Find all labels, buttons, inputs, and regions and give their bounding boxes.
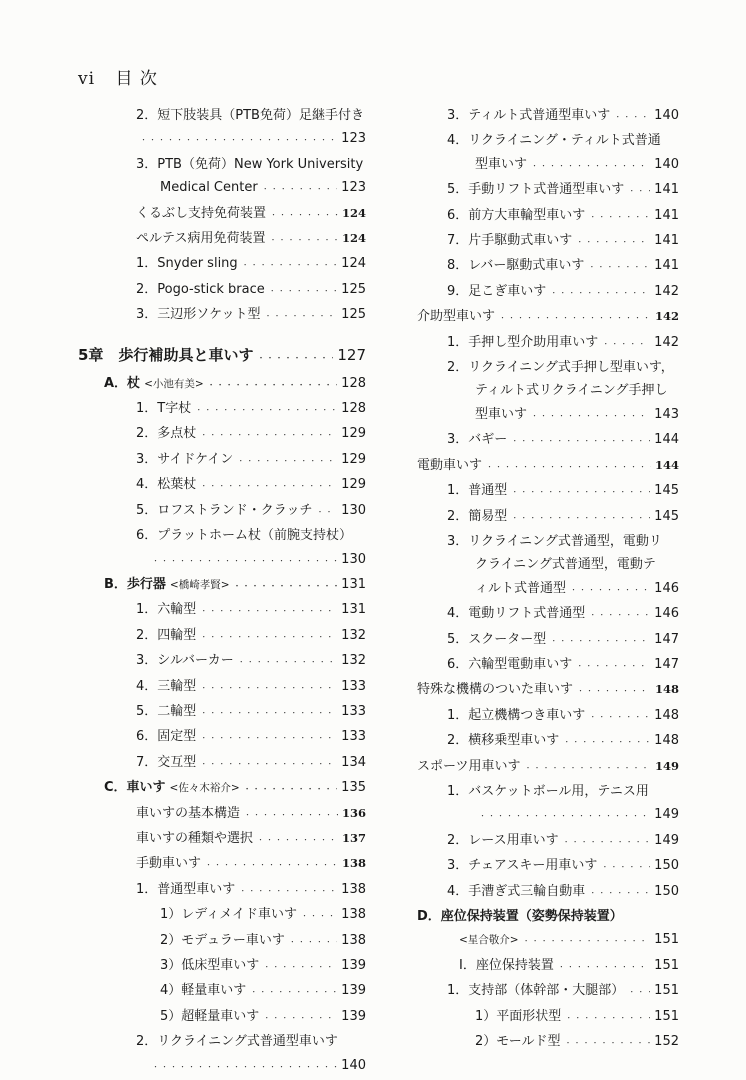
- toc-entry-page: 135: [341, 780, 366, 796]
- toc-entry-page: 125: [341, 281, 366, 297]
- toc-entry-page: 140: [341, 1057, 366, 1073]
- leader-dots: [250, 979, 337, 1004]
- toc-entry-page: 124: [341, 256, 366, 272]
- toc-entry-page: 146: [654, 606, 679, 622]
- toc-entry: [78, 776, 366, 801]
- toc-entry-page: 129: [341, 477, 366, 493]
- leader-dots: [523, 928, 651, 953]
- toc-entry: [417, 1005, 679, 1030]
- leader-dots: [152, 1054, 337, 1079]
- toc-entry-page: 149: [654, 758, 679, 773]
- toc-entry: [417, 678, 679, 703]
- toc-entry: [78, 675, 366, 700]
- toc-entry-label: くるぶし支持免荷装置: [136, 205, 267, 221]
- toc-entry-page: 132: [341, 653, 366, 669]
- toc-entry-page: 146: [654, 580, 679, 596]
- toc-entry-label: 3）低床型車いす: [160, 958, 260, 973]
- toc-entry-page: 130: [341, 551, 366, 567]
- toc-entry-label: 2）モールド型: [475, 1034, 561, 1050]
- toc-entry: [78, 372, 366, 397]
- toc-entry-label: 3．バギー: [447, 432, 508, 448]
- toc-entry-page: 124: [341, 231, 366, 246]
- toc-entry-label: 2．簡易型: [447, 508, 508, 524]
- toc-entry: [78, 397, 366, 422]
- toc-entry-page: 124: [341, 205, 366, 220]
- toc-entry: [78, 827, 366, 852]
- leader-dots: [263, 1005, 337, 1030]
- toc-entry: [417, 928, 679, 953]
- toc-entry: [417, 577, 679, 602]
- toc-entry-page: 140: [654, 108, 679, 123]
- toc-entry: [417, 780, 679, 803]
- leader-dots: [244, 776, 338, 801]
- leader-dots: [262, 176, 337, 201]
- toc-entry-label: 1）レディメイド車いす: [160, 907, 297, 923]
- leader-dots: [200, 675, 337, 700]
- leader-dots: [269, 227, 338, 252]
- toc-entry-page: 133: [341, 703, 366, 719]
- toc-entry: [417, 331, 679, 356]
- toc-entry-page: 132: [341, 627, 366, 643]
- toc-entry-label: 1．六輪型: [136, 602, 197, 618]
- chapter-title: 5章 歩行補助具と車いす: [78, 345, 254, 364]
- leader-dots: [270, 202, 338, 227]
- toc-entry: [78, 1005, 366, 1030]
- toc-entry-label: 4．電動リフト式普通型: [447, 606, 586, 622]
- toc-entry: [417, 803, 679, 828]
- leader-dots: [200, 422, 337, 447]
- toc-entry-label: Medical Center: [160, 180, 258, 196]
- toc-entry-label: 3．PTB（免荷）New York University: [136, 156, 364, 172]
- toc-entry-page: 149: [654, 832, 679, 848]
- toc-entry-page: 141: [654, 207, 679, 223]
- toc-entry: [78, 979, 366, 1004]
- leader-dots: [628, 979, 650, 1004]
- toc-entry-label: 1）平面形状型: [475, 1008, 562, 1024]
- leader-dots: [558, 954, 650, 979]
- toc-entry-author: <小池有美>: [144, 377, 204, 390]
- toc-left-column: [78, 104, 366, 1079]
- toc-entry: [417, 602, 679, 627]
- leader-dots: [238, 649, 337, 674]
- toc-entry: [417, 729, 679, 754]
- leader-dots: [499, 305, 651, 330]
- toc-entry-label: 電動車いす: [417, 457, 483, 473]
- toc-entry-label: 2．レース用車いす: [447, 832, 559, 848]
- toc-entry-page: 152: [654, 1034, 679, 1050]
- toc-entry-label: <星合敬介>: [459, 934, 519, 947]
- toc-entry: [417, 204, 679, 229]
- leader-dots: [531, 403, 650, 428]
- chapter-heading: [78, 341, 366, 372]
- toc-entry: [417, 129, 679, 152]
- toc-entry: [78, 878, 366, 903]
- toc-entry-page: 147: [654, 656, 679, 672]
- toc-entry-page: 149: [654, 807, 679, 823]
- toc-entry-label: クライニング式普通型，電動テ: [475, 557, 656, 573]
- leader-dots: [239, 878, 337, 903]
- toc-entry: [417, 755, 679, 780]
- toc-entry-page: 142: [654, 334, 679, 350]
- toc-entry-label: 1．Snyder sling: [136, 256, 238, 272]
- toc-entry-page: 131: [341, 602, 366, 618]
- toc-entry-page: 136: [341, 805, 366, 820]
- leader-dots: [257, 341, 333, 372]
- toc-entry: [78, 252, 366, 277]
- toc-entry-label: 4．松葉杖: [136, 477, 197, 493]
- toc-entry-label: 3．ティルト式普通型車いす: [447, 108, 611, 123]
- toc-entry-label: ティルト式リクライニング手押し: [475, 383, 668, 399]
- toc-entry-page: 151: [654, 1008, 679, 1024]
- toc-entry-label: 4）軽量車いす: [160, 983, 247, 999]
- toc-entry-page: 148: [654, 707, 679, 723]
- toc-entry: [417, 829, 679, 854]
- leader-dots: [479, 803, 650, 828]
- toc-entry-label: Ⅰ．座位保持装置: [459, 957, 554, 973]
- toc-entry-page: 145: [654, 508, 679, 524]
- toc-entry: [78, 954, 366, 979]
- toc-entry-label: 2．横移乗型車いす: [447, 733, 560, 749]
- toc-entry-page: 142: [654, 309, 679, 324]
- leader-dots: [565, 1005, 650, 1030]
- toc-entry: [78, 573, 366, 598]
- toc-entry: [78, 700, 366, 725]
- toc-entry-label: 型車いす: [475, 406, 528, 422]
- toc-entry: [417, 254, 679, 279]
- toc-entry-label: 4．手漕ぎ式三輪自動車: [447, 883, 586, 899]
- toc-entry: [78, 104, 366, 127]
- toc-entry-page: 125: [341, 307, 366, 323]
- leader-dots: [200, 473, 337, 498]
- leader-dots: [588, 254, 650, 279]
- leader-dots: [563, 829, 651, 854]
- toc-entry-page: 134: [341, 754, 366, 770]
- leader-dots: [550, 280, 650, 305]
- toc-entry-label: 2．多点杖: [136, 426, 197, 442]
- leader-dots: [140, 127, 337, 152]
- toc-entry-page: 129: [341, 451, 366, 467]
- toc-entry: [417, 954, 679, 979]
- toc-entry: [78, 1054, 366, 1079]
- toc-entry-page: 128: [341, 375, 366, 391]
- toc-entry: [78, 153, 366, 176]
- toc-entry-author: <佐々木裕介>: [169, 782, 240, 795]
- toc-entry-label: A．杖: [104, 375, 141, 391]
- toc-entry-label: 介助型車いす: [417, 309, 496, 325]
- toc-entry-page: 133: [341, 678, 366, 694]
- toc-entry-label: 3．サイドケイン: [136, 451, 234, 467]
- toc-entry-page: 123: [341, 180, 366, 196]
- toc-entry-label: ペルテス病用免荷装置: [136, 231, 266, 247]
- toc-entry: [417, 479, 679, 504]
- toc-entry-label: 4．三輪型: [136, 678, 197, 694]
- toc-entry-label: 2）モデュラー車いす: [160, 932, 285, 948]
- leader-dots: [563, 729, 650, 754]
- toc-entry: [417, 428, 679, 453]
- toc-entry: [417, 1030, 679, 1055]
- toc-entry-label: 3．三辺形ソケット型: [136, 307, 261, 323]
- toc-entry-label: B．歩行器: [104, 576, 166, 592]
- toc-entry: [417, 403, 679, 428]
- toc-entry: [417, 153, 679, 178]
- leader-dots: [614, 104, 650, 129]
- toc-entry-label: 3．リクライニング式普通型，電動リ: [447, 533, 662, 549]
- toc-entry: [78, 1030, 366, 1053]
- leader-dots: [257, 827, 338, 852]
- toc-entry-label: ィルト式普通型: [475, 580, 567, 596]
- toc-entry-page: 141: [654, 182, 679, 198]
- toc-entry: [78, 624, 366, 649]
- toc-entry-label: 5．手動リフト式普通型車いす: [447, 182, 625, 198]
- toc-entry-label: 3．チェアスキー用車いす: [447, 858, 598, 874]
- chapter-page: 127: [337, 345, 366, 364]
- toc-entry-label: 1．普通型車いす: [136, 881, 236, 897]
- toc-entry-label: 1．普通型: [447, 483, 508, 499]
- toc-entry-page: 150: [654, 883, 679, 899]
- toc-entry-page: 150: [654, 858, 679, 874]
- toc-entry-page: 148: [654, 682, 679, 697]
- toc-entry: [417, 229, 679, 254]
- leader-dots: [589, 704, 650, 729]
- toc-entry: [417, 104, 679, 129]
- toc-entry-label: スポーツ用車いす: [417, 758, 521, 774]
- toc-entry-label: 8．レバー駆動式車いす: [447, 258, 585, 274]
- toc-entry-page: 133: [341, 729, 366, 745]
- leader-dots: [317, 499, 338, 524]
- toc-entry-page: 138: [341, 932, 366, 948]
- leader-dots: [531, 153, 650, 178]
- toc-entry-label: 6．固定型: [136, 729, 197, 745]
- toc-entry-label: 5．二輪型: [136, 703, 197, 719]
- toc-entry: [78, 127, 366, 152]
- leader-dots: [152, 548, 337, 573]
- toc-entry-page: 141: [654, 258, 679, 274]
- leader-dots: [486, 454, 651, 479]
- toc-entry-page: 151: [654, 957, 679, 973]
- leader-dots: [200, 700, 337, 725]
- toc-entry-page: 140: [654, 156, 679, 172]
- toc-entry-page: 139: [341, 1008, 366, 1024]
- toc-entry: [417, 704, 679, 729]
- toc-entry-label: 型車いす: [475, 156, 528, 172]
- toc-entry: [78, 448, 366, 473]
- leader-dots: [242, 252, 338, 277]
- toc-entry-page: 123: [341, 131, 366, 147]
- leader-dots: [263, 954, 337, 979]
- toc-entry: [78, 303, 366, 328]
- leader-dots: [628, 178, 650, 203]
- toc-entry-page: 147: [654, 631, 679, 647]
- leader-dots: [244, 802, 338, 827]
- toc-entry: [417, 305, 679, 330]
- toc-entry-label: 車いすの種類や選択: [136, 830, 254, 846]
- toc-entry-label: 7．片手駆動式車いす: [447, 233, 573, 249]
- toc-entry-page: 144: [654, 457, 679, 472]
- leader-dots: [576, 229, 650, 254]
- toc-entry-label: 2．四輪型: [136, 627, 197, 643]
- leader-dots: [589, 204, 650, 229]
- leader-dots: [208, 372, 338, 397]
- leader-dots: [269, 278, 337, 303]
- leader-dots: [589, 880, 650, 905]
- toc-entry: [78, 649, 366, 674]
- leader-dots: [602, 331, 650, 356]
- leader-dots: [576, 653, 650, 678]
- leader-dots: [289, 929, 337, 954]
- leader-dots: [511, 505, 650, 530]
- toc-entry-page: 143: [654, 406, 679, 422]
- toc-entry: [417, 880, 679, 905]
- toc-entry: [417, 379, 679, 402]
- leader-dots: [524, 755, 651, 780]
- toc-entry: [78, 751, 366, 776]
- toc-entry: [78, 802, 366, 827]
- toc-entry: [78, 548, 366, 573]
- toc-entry: [417, 628, 679, 653]
- leader-dots: [237, 448, 337, 473]
- toc-entry: [417, 553, 679, 576]
- leader-dots: [511, 479, 650, 504]
- toc-entry-page: 144: [654, 432, 679, 448]
- toc-entry-label: 2．短下肢装具（PTB免荷）足継手付き: [136, 108, 364, 123]
- toc-entry-label: 1．起立機構つき車いす: [447, 707, 586, 723]
- toc-entry: [78, 202, 366, 227]
- toc-entry-label: 1．T字杖: [136, 401, 192, 417]
- toc-entry-label: 車いすの基本構造: [136, 805, 241, 821]
- toc-entry-page: 131: [341, 576, 366, 592]
- toc-entry: [417, 505, 679, 530]
- header-title: 目 次: [115, 69, 158, 89]
- toc-entry: [78, 598, 366, 623]
- toc-entry: [78, 524, 366, 547]
- toc-entry-page: 139: [341, 958, 366, 973]
- page-number: vi: [78, 69, 96, 89]
- toc-entry: [78, 725, 366, 750]
- toc-entry: [417, 530, 679, 553]
- toc-entry-label: 手動車いす: [136, 856, 202, 872]
- toc-entry-page: 139: [341, 983, 366, 999]
- toc-entry: [78, 422, 366, 447]
- toc-entry: [417, 178, 679, 203]
- toc-entry-label: 6．プラットホーム杖（前腕支持杖）: [136, 528, 353, 544]
- toc-entry-label: 5．スクーター型: [447, 631, 547, 647]
- toc-entry-label: 9．足こぎ車いす: [447, 283, 547, 299]
- toc-entry-label: 1．支持部（体幹部・大腿部）: [447, 983, 625, 999]
- toc-entry: [78, 903, 366, 928]
- toc-entry: [417, 280, 679, 305]
- toc-entry-author: <橋崎孝賢>: [169, 578, 230, 591]
- toc-entry-page: 138: [341, 907, 366, 923]
- toc-entry-page: 142: [654, 283, 679, 299]
- toc-entry-label: 2．リクライニング式普通型車いす: [136, 1034, 338, 1050]
- toc-entry-page: 138: [341, 856, 366, 871]
- leader-dots: [565, 1030, 651, 1055]
- toc-entry-page: 145: [654, 483, 679, 499]
- leader-dots: [601, 854, 650, 879]
- leader-dots: [205, 852, 338, 877]
- toc-entry-label: 3．シルバーカー: [136, 653, 234, 669]
- toc-entry-label: 1．手押し型介助用車いす: [447, 334, 599, 350]
- toc-entry-page: 141: [654, 233, 679, 249]
- leader-dots: [577, 678, 651, 703]
- leader-dots: [200, 725, 337, 750]
- leader-dots: [301, 903, 337, 928]
- leader-dots: [200, 751, 337, 776]
- toc-entry-label: 6．六輪型電動車いす: [447, 656, 573, 672]
- toc-entry: [78, 278, 366, 303]
- toc-entry: [78, 176, 366, 201]
- leader-dots: [265, 303, 338, 328]
- toc-entry: [417, 454, 679, 479]
- toc-entry-label: C．車いす: [104, 780, 166, 796]
- leader-dots: [195, 397, 337, 422]
- toc-entry: [78, 227, 366, 252]
- toc-entry: [78, 499, 366, 524]
- toc-entry-page: 151: [654, 983, 679, 999]
- toc-entry: [78, 473, 366, 498]
- toc-entry: [417, 905, 679, 928]
- toc-entry-page: 151: [654, 932, 679, 948]
- leader-dots: [511, 428, 650, 453]
- toc-right-column: [417, 104, 679, 1055]
- toc-entry-label: D．座位保持装置（姿勢保持装置）: [417, 909, 623, 924]
- toc-entry-label: 5．ロフストランド・クラッチ: [136, 502, 313, 518]
- leader-dots: [550, 628, 650, 653]
- toc-entry-label: 4．リクライニング・ティルト式普通: [447, 133, 661, 149]
- toc-entry: [78, 929, 366, 954]
- leader-dots: [234, 573, 338, 598]
- page-header: [78, 64, 158, 89]
- toc-entry-label: 6．前方大車輪型車いす: [447, 207, 586, 223]
- toc-entry-label: 2．リクライニング式手押し型車いす，: [447, 360, 674, 376]
- leader-dots: [200, 598, 337, 623]
- leader-dots: [589, 602, 650, 627]
- toc-entry: [78, 852, 366, 877]
- toc-entry-label: 特殊な機構のついた車いす: [417, 682, 574, 698]
- toc-entry-label: 2．Pogo-stick brace: [136, 281, 265, 297]
- toc-entry: [417, 979, 679, 1004]
- toc-entry-page: 148: [654, 733, 679, 749]
- toc-entry: [417, 854, 679, 879]
- toc-entry-label: 1．バスケットボール用，テニス用: [447, 783, 649, 799]
- toc-entry: [417, 653, 679, 678]
- toc-entry-page: 129: [341, 426, 366, 442]
- toc-entry-page: 137: [341, 830, 366, 845]
- toc-entry-page: 130: [341, 502, 366, 518]
- toc-entry-page: 138: [341, 881, 366, 897]
- toc-entry-label: 7．交互型: [136, 754, 197, 770]
- toc-entry-page: 128: [341, 401, 366, 417]
- leader-dots: [200, 624, 337, 649]
- toc-entry-label: 5）超軽量車いす: [160, 1008, 260, 1024]
- toc-entry: [417, 356, 679, 379]
- leader-dots: [570, 577, 650, 602]
